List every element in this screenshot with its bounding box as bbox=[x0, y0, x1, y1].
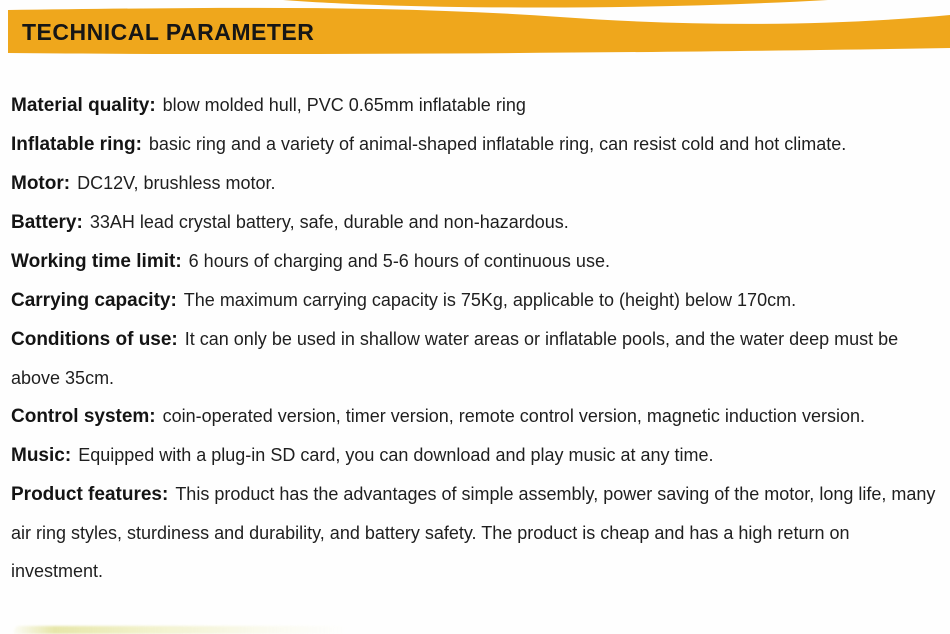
spec-row-battery bbox=[11, 203, 939, 242]
spec-label: Carrying capacity: bbox=[11, 290, 177, 311]
spec-label: Music: bbox=[11, 445, 72, 466]
spec-row-conditions-of-use bbox=[11, 320, 939, 397]
spec-label: Material quality: bbox=[11, 95, 156, 116]
spec-list bbox=[11, 86, 939, 590]
spec-text: It can only be used in shallow water areas or inflatable pools, and the water deep must be above 35cm. bbox=[11, 329, 899, 388]
spec-label: Battery: bbox=[11, 212, 83, 233]
spec-row-music bbox=[11, 436, 939, 475]
spec-label: Conditions of use: bbox=[11, 329, 178, 350]
spec-row-working-time-limit bbox=[11, 242, 939, 281]
spec-text: 6 hours of charging and 5-6 hours of continuous use. bbox=[188, 251, 610, 271]
spec-text: blow molded hull, PVC 0.65mm inflatable ring bbox=[162, 95, 526, 115]
spec-label: Working time limit: bbox=[11, 251, 182, 272]
banner-top-sliver-shape bbox=[283, 0, 828, 8]
spec-row-control-system bbox=[11, 397, 939, 436]
spec-label: Motor: bbox=[11, 173, 71, 194]
spec-label: Control system: bbox=[11, 406, 156, 427]
spec-label: Inflatable ring: bbox=[11, 134, 142, 155]
spec-row-carrying-capacity bbox=[11, 281, 939, 320]
spec-row-motor bbox=[11, 164, 939, 203]
spec-row-inflatable-ring bbox=[11, 125, 939, 164]
spec-text: 33AH lead crystal battery, safe, durable and non-hazardous. bbox=[89, 212, 569, 232]
spec-text: coin-operated version, timer version, remote control version, magnetic induction version. bbox=[162, 406, 865, 426]
spec-text: The maximum carrying capacity is 75Kg, applicable to (height) below 170cm. bbox=[183, 290, 797, 310]
spec-text: DC12V, brushless motor. bbox=[77, 173, 276, 193]
section-title: TECHNICAL PARAMETER bbox=[22, 19, 315, 45]
next-section-banner-edge bbox=[14, 626, 349, 634]
spec-text: This product has the advantages of simple assembly, power saving of the motor, long life, many air ring styles, sturdiness and durability, and battery safety. The product is cheap and has a high return on investment. bbox=[11, 484, 936, 581]
spec-row-material-quality bbox=[11, 86, 939, 125]
spec-label: Product features: bbox=[11, 484, 169, 505]
spec-row-product-features bbox=[11, 475, 939, 590]
spec-text: Equipped with a plug-in SD card, you can download and play music at any time. bbox=[78, 445, 714, 465]
spec-text: basic ring and a variety of animal-shaped inflatable ring, can resist cold and hot climate. bbox=[148, 134, 847, 154]
